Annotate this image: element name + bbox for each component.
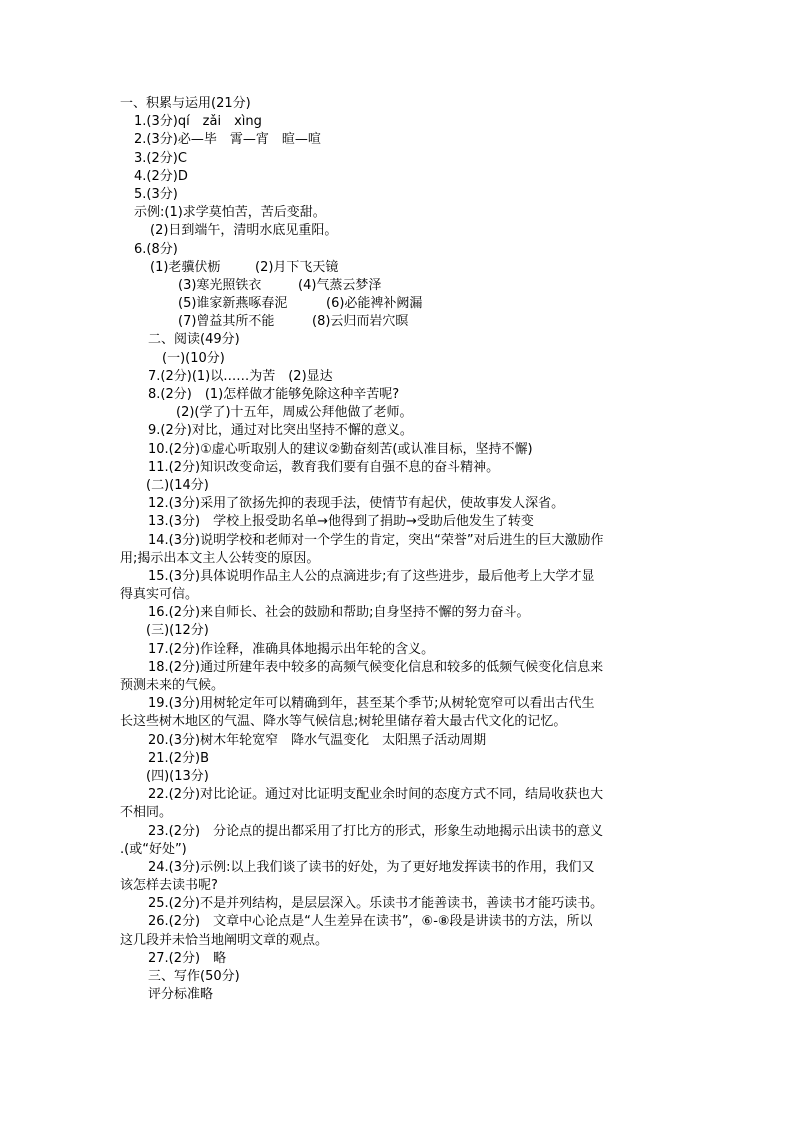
line-text: 24.(3分)示例:以上我们谈了读书的好处，为了更好地发挥读书的作用，我们又 bbox=[148, 859, 595, 875]
answer-line bbox=[0, 568, 795, 586]
line-text: (三)(12分) bbox=[146, 623, 209, 639]
answer-line bbox=[0, 895, 795, 913]
answer-line bbox=[0, 950, 795, 968]
section-heading bbox=[0, 95, 795, 113]
answer-line bbox=[0, 422, 795, 440]
line-text: 25.(2分)不是并列结构，是层层深入。乐读书才能善读书，善读书才能巧读书。 bbox=[148, 896, 604, 912]
line-text: 1.(3分)qí zǎi xìng bbox=[134, 114, 262, 130]
line-text: 这几段并未恰当地阐明文章的观点。 bbox=[120, 932, 329, 948]
answer-line bbox=[0, 441, 795, 459]
line-text: 8.(2分) (1)怎样做才能够免除这种辛苦呢? bbox=[148, 387, 400, 402]
answer-line bbox=[0, 732, 795, 750]
line-text: 11.(2分)知识改变命运，教育我们要有自强不息的奋斗精神。 bbox=[148, 459, 500, 475]
line-text: 4.(2分)D bbox=[134, 168, 188, 184]
line-text-2: (4)气蒸云梦泽 bbox=[298, 277, 382, 293]
line-text: 二、阅读(49分) bbox=[148, 332, 240, 348]
line-text: (3)寒光照铁衣 bbox=[178, 277, 262, 293]
answer-line bbox=[0, 804, 795, 822]
line-text: 21.(2分)B bbox=[148, 750, 210, 766]
line-text: 12.(3分)采用了欲扬先抑的表现手法，使情节有起伏，使故事发人深省。 bbox=[148, 496, 565, 512]
answer-line bbox=[0, 659, 795, 677]
line-text: 用;揭示出本文主人公转变的原因。 bbox=[120, 550, 320, 566]
line-text: 18.(2分)通过所建年表中较多的高频气候变化信息和较多的低频气候变化信息来 bbox=[148, 659, 604, 675]
line-text: (2)(学了)十五年，周威公拜他做了老师。 bbox=[176, 405, 413, 421]
line-text: 3.(2分)C bbox=[134, 150, 187, 166]
answer-line bbox=[0, 186, 795, 204]
answer-line bbox=[0, 713, 795, 731]
section-heading bbox=[0, 968, 795, 986]
line-text: 10.(2分)①虚心听取别人的建议②勤奋刻苦(或认准目标，坚持不懈) bbox=[148, 441, 533, 457]
subsection-heading bbox=[0, 768, 795, 786]
line-text: 20.(3分)树木年轮宽窄 降水气温变化 太阳黑子活动周期 bbox=[148, 732, 487, 748]
answer-line bbox=[0, 859, 795, 877]
answer-line bbox=[0, 386, 795, 404]
answer-line bbox=[0, 986, 795, 1004]
subsection-heading bbox=[0, 350, 795, 368]
line-text: 一、积累与运用(21分) bbox=[120, 96, 251, 111]
answer-document bbox=[0, 95, 795, 1004]
line-text: 16.(2分)来自师长、社会的鼓励和帮助;自身坚持不懈的努力奋斗。 bbox=[148, 605, 530, 621]
answer-line bbox=[0, 604, 795, 622]
line-text: 5.(3分) bbox=[134, 186, 178, 202]
answer-line bbox=[0, 913, 795, 931]
line-text: .(或“好处”) bbox=[120, 841, 187, 857]
answer-line bbox=[0, 932, 795, 950]
line-text: 6.(8分) bbox=[134, 241, 178, 257]
answer-line bbox=[0, 841, 795, 859]
answer-line bbox=[0, 168, 795, 186]
answer-line bbox=[0, 877, 795, 895]
line-text: 22.(2分)对比论证。通过对比证明支配业余时间的态度方式不同，结局收获也大 bbox=[148, 787, 604, 803]
line-text: 19.(3分)用树轮定年可以精确到年，甚至某个季节;从树轮宽窄可以看出古代生 bbox=[148, 696, 595, 712]
line-text: (2)日到端午，清明水底见重阳。 bbox=[150, 223, 338, 239]
answer-line bbox=[0, 459, 795, 477]
answer-line bbox=[0, 532, 795, 550]
line-text-2: (2)月下飞天镜 bbox=[255, 259, 339, 275]
line-text-2: (8)云归而岩穴暝 bbox=[312, 314, 409, 330]
answer-line bbox=[0, 368, 795, 386]
answer-line bbox=[0, 241, 795, 259]
line-text: 该怎样去读书呢? bbox=[120, 878, 218, 894]
answer-line bbox=[0, 313, 795, 331]
line-text: (四)(13分) bbox=[146, 768, 209, 784]
answer-line bbox=[0, 677, 795, 695]
line-text: 7.(2分)(1)以……为苦 (2)显达 bbox=[148, 368, 333, 384]
line-text: 9.(2分)对比，通过对比突出坚持不懈的意义。 bbox=[148, 423, 413, 439]
section-heading bbox=[0, 331, 795, 349]
answer-line bbox=[0, 641, 795, 659]
line-text: 17.(2分)作诠释，准确具体地揭示出年轮的含义。 bbox=[148, 641, 435, 657]
answer-line bbox=[0, 823, 795, 841]
subsection-heading bbox=[0, 477, 795, 495]
subsection-heading bbox=[0, 622, 795, 640]
line-text: 示例:(1)求学莫怕苦，苦后变甜。 bbox=[134, 205, 326, 221]
line-text: (5)谁家新燕啄春泥 bbox=[178, 296, 288, 312]
line-text: 15.(3分)具体说明作品主人公的点滴进步;有了这些进步，最后他考上大学才显 bbox=[148, 568, 595, 584]
line-text: (一)(10分) bbox=[162, 350, 225, 366]
answer-line bbox=[0, 150, 795, 168]
line-text: 27.(2分) 略 bbox=[148, 950, 227, 966]
answer-line bbox=[0, 550, 795, 568]
answer-line bbox=[0, 695, 795, 713]
answer-line bbox=[0, 131, 795, 149]
answer-line bbox=[0, 586, 795, 604]
line-text: 14.(3分)说明学校和老师对一个学生的肯定，突出“荣誉”对后进生的巨大激励作 bbox=[148, 532, 604, 548]
answer-line bbox=[0, 113, 795, 131]
answer-line bbox=[0, 277, 795, 295]
line-text: 三、写作(50分) bbox=[148, 969, 240, 984]
line-text: 23.(2分) 分论点的提出都采用了打比方的形式，形象生动地揭示出读书的意义 bbox=[148, 823, 604, 839]
answer-line bbox=[0, 259, 795, 277]
line-text: 不相同。 bbox=[120, 805, 173, 821]
answer-line bbox=[0, 750, 795, 768]
line-text: (7)曾益其所不能 bbox=[178, 314, 275, 330]
line-text: 2.(3分)必—毕 霄—宵 暄—喧 bbox=[134, 132, 321, 148]
answer-line bbox=[0, 495, 795, 513]
answer-line bbox=[0, 204, 795, 222]
line-text: 长这些树木地区的气温、降水等气候信息;树轮里储存着大最古代文化的记忆。 bbox=[120, 714, 567, 730]
line-text: 预测未来的气候。 bbox=[120, 678, 225, 693]
line-text: 评分标准略 bbox=[148, 987, 214, 1003]
answer-line bbox=[0, 222, 795, 240]
line-text-2: (6)必能裨补阙漏 bbox=[326, 296, 423, 312]
answer-line bbox=[0, 513, 795, 531]
answer-line bbox=[0, 786, 795, 804]
line-text: (1)老骥伏枥 bbox=[150, 259, 221, 275]
line-text: 26.(2分) 文章中心论点是“人生差异在读书”，⑥-⑧段是讲读书的方法，所以 bbox=[148, 914, 593, 930]
line-text: 得真实可信。 bbox=[120, 587, 199, 603]
line-text: (二)(14分) bbox=[146, 477, 209, 493]
answer-line bbox=[0, 404, 795, 422]
answer-line bbox=[0, 295, 795, 313]
line-text: 13.(3分) 学校上报受助名单→他得到了捐助→受助后他发生了转变 bbox=[148, 514, 534, 530]
